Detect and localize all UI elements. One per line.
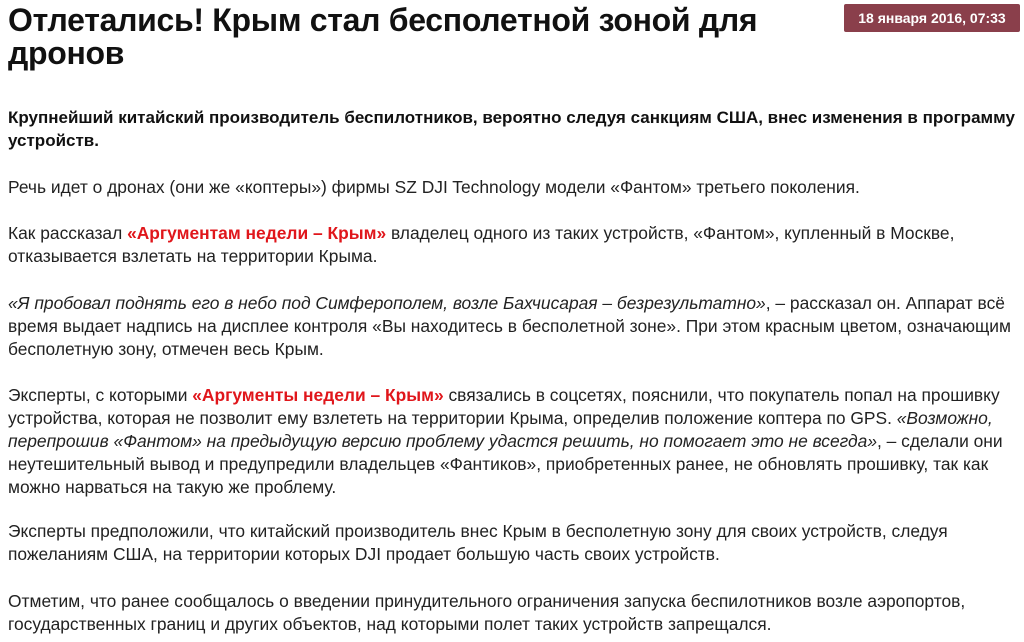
paragraph-5: Эксперты предположили, что китайский производитель внес Крым в бесполетную зону для своих устройств, следуя пожеланиям США, на территории которых DJI продает большую часть своих устройств.	[8, 521, 948, 564]
date-badge: 18 января 2016, 07:33	[844, 4, 1020, 32]
source-link-argumentam-nedeli-krym[interactable]: «Аргументам недели – Крым»	[127, 223, 387, 243]
paragraph-3-text-after: , – рассказал он. Аппарат всё время выдает надпись на дисплее контроля «Вы находитесь в бесполетной зоне». При этом красным цветом, означающим бесполетную зону, отмечен весь Крым.	[8, 293, 1011, 359]
paragraph-6: Отметим, что ранее сообщалось о введении принудительного ограничения запуска беспилотников возле аэропортов, государственных границ и других объектов, над которыми полет таких устройств запрещался.	[8, 591, 966, 634]
paragraph-3-quote: «Я пробовал поднять его в небо под Симферополем, возле Бахчисарая – безрезультатно»	[8, 293, 766, 313]
paragraph-2-text-before: Как рассказал	[8, 223, 128, 243]
paragraph-4-text-after: , – сделали они неутешительный вывод и предупредили владельцев «Фантиков», приобретенных ранее, не обновлять прошивку, так как можно нарваться на такую же проблему.	[8, 431, 1003, 497]
paragraph-3	[8, 292, 1018, 361]
paragraph-4-text-middle: связались в соцсетях, пояснили, что покупатель попал на прошивку устройства, которая не позволит ему взлететь на территории Крыма, определив положение коптера по GPS.	[8, 385, 1000, 428]
paragraph-4	[8, 384, 1018, 499]
source-link-argumenty-nedeli-krym[interactable]: «Аргументы недели – Крым»	[192, 385, 444, 405]
paragraph-1: Речь идет о дронах (они же «коптеры») фирмы SZ DJI Technology модели «Фантом» третьего поколения.	[8, 177, 860, 197]
paragraph-4-quote: «Возможно, перепрошив «Фантом» на предыдущую версию проблему удастся решить, но помогает это не всегда»	[8, 408, 993, 451]
article-lead: Крупнейший китайский производитель беспилотников, вероятно следуя санкциям США, внес изменения в программу устройств.	[8, 108, 1015, 150]
article-header	[8, 0, 1018, 76]
paragraph-2	[8, 222, 1018, 268]
article	[8, 0, 1018, 634]
paragraph-4-text-before: Эксперты, с которыми	[8, 385, 193, 405]
article-title: Отлетались! Крым стал бесполетной зоной для дронов	[8, 2, 758, 71]
paragraph-2-text-after: владелец одного из таких устройств, «Фантом», купленный в Москве, отказывается взлетать на территории Крыма.	[8, 223, 955, 266]
